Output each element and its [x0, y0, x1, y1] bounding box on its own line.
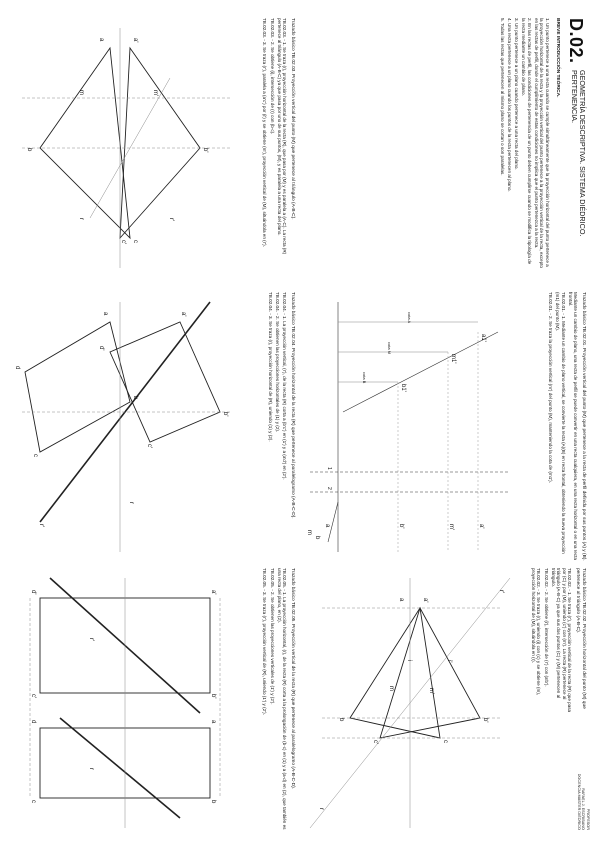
label-i: i: [406, 660, 412, 662]
label-2: 2: [326, 487, 332, 490]
label-1: 1: [326, 467, 332, 470]
label-c-prime: c': [30, 694, 36, 699]
exercise-4-caption: Trazado básico TB.02.04. Proyección horizontal de la recta (R) que pertenece al paralelogramo (A-B-C-D).: [290, 292, 295, 519]
label-d-prime: d': [98, 346, 104, 351]
label-cota-a: cota A: [407, 312, 412, 324]
label-a: a: [98, 38, 104, 42]
exercise-4-drawing: [10, 292, 240, 562]
exercise-1-caption: Trazado básico TB.02.01. Proyección vertical del punto (M) que pertenece a la recta de perfil definida por sus puntos (A) y (B).: [581, 292, 586, 561]
label-r: r: [318, 808, 324, 810]
label-r-prime: r': [88, 638, 94, 642]
exercise-2-step: TB.02.02. - 2. Se obtiene (i'), intersección de (r') con (a'b').: [543, 568, 549, 687]
label-r-prime: r': [168, 218, 174, 222]
exercise-3-step: TB.02.03. - 2. Se obtiene (i), intersección de (r) con (b-c).: [269, 18, 275, 135]
label-b: b: [210, 800, 216, 804]
theory-item: 4. Una recta pertenece a un plano cuando los puntos de la recta pertenecen al plano.: [506, 18, 512, 192]
exercise-1-step: TB.02.01. - 1. Mediante un cambio de plano vertical, se convierte la recta (A)(B) en recta frontal, obteniendo la nueva proyección (m1) del punto (M).: [554, 292, 566, 554]
exercise-4-step: TB.02.04. - 2. Se obtienen las proyecciones horizontales de (1) y (2).: [275, 292, 281, 433]
exercise-4-step: TB.02.04. - 1. La proyección vertical, (r'), de la recta (R) corta a (b'c') en (1') y a (a'd') en (2').: [282, 292, 288, 480]
label-c: c: [132, 240, 138, 243]
professor-label: PROFESOR: [586, 808, 590, 830]
label-r-prime: r': [498, 590, 504, 594]
small-line: [328, 502, 338, 542]
exercise-1-drawing: [298, 292, 538, 562]
exercise-5-text: [260, 568, 295, 833]
label-c-prime: c': [372, 740, 378, 745]
exercise-1-text: [546, 292, 586, 562]
triangle-horizontal: [350, 608, 440, 738]
professor-docencia: DOCENCIA MÁSTER DIÉDRICO: [576, 773, 581, 830]
exercise-2-drawing: [300, 568, 520, 838]
theory-item: 5. Todas las rectas que pertenecen al mismo plano se cortan o son paralelas.: [499, 18, 505, 176]
label-r: r: [78, 218, 84, 220]
label-a-prime: a': [210, 590, 216, 595]
label-c: c: [442, 740, 448, 743]
label-a: a: [210, 720, 216, 724]
label-a1: a1': [480, 334, 486, 342]
label-b-prime: b': [210, 694, 216, 699]
label-a-prime: a': [478, 524, 484, 529]
label-cota-b: cota B: [362, 372, 367, 384]
exercise-5-step: TB.02.05. - 1. La proyección horizontal, (r), de la recta (R) corta a la prolongación de (b-c) en (1) y a (a-d) en (2), que también es una recta del plano, en (2).: [276, 568, 288, 830]
label-m-prime: m': [428, 688, 434, 695]
label-m: m: [78, 90, 84, 95]
parallelogram-vertical: [110, 322, 220, 442]
line-r: [60, 718, 180, 818]
label-a: a: [102, 312, 108, 316]
exercise-1-step: TB.02.01. - 2. Se traza la proyección vertical (m') del punto (M), manteniendo la cota de (m1').: [547, 292, 553, 483]
exercise-3-caption: Trazado básico TB.02.03. Proyección vertical del punto (M) que pertenece al triángulo (A-B-C).: [290, 18, 295, 220]
triangle-vertical: [120, 48, 200, 238]
label-m: m: [388, 686, 394, 691]
label-c: c: [32, 454, 38, 457]
exercise-4-text: [266, 292, 295, 562]
exercise-5-step: TB.02.05. - 2. Se obtienen las proyecciones verticales de (1') y (2').: [269, 568, 275, 705]
exercise-2-step: TB.02.02. - 1. Se traza (r'), proyección vertical de la recta (R) que pasa por (C) y por (M), uniendo (c') con (m'). La recta (R) pertenece al triángulo (A-B-C) ya que sus dos puntos (C) y (M) pertenecen al triángulo.: [550, 568, 573, 713]
label-b-prime: b': [398, 524, 404, 529]
label-b: b: [314, 536, 320, 540]
label-m-prime: m': [448, 524, 454, 531]
label-c: c: [30, 800, 36, 803]
label-b-prime: b': [202, 148, 208, 153]
exercise-5-caption: Trazado básico TB.02.05. Proyección vertical de la recta (R) que pertenece al paralelogramo (A-B-C-D).: [290, 568, 295, 790]
label-a-prime: a': [180, 312, 186, 317]
exercise-3-step: TB.02.03. - 3. Se traza (r'), paralela a (a'c') por (i') y se obtiene (m'), proyección vertical de (M), situándola en (r').: [262, 18, 268, 247]
sheet-title: GEOMETRÍA DESCRIPTIVA. SISTEMA DIÉDRICO.: [578, 70, 587, 237]
parallelogram-horizontal: [25, 322, 130, 452]
label-c-prime: c': [146, 444, 152, 449]
label-i-prime: i': [446, 660, 452, 663]
theory-heading: BREVE INTRODUCCIÓN TEÓRICA.: [555, 18, 560, 98]
exercise-4-step: TB.02.04. - 3. Se traza (r), proyección horizontal de (R), uniendo (1) y (2).: [268, 292, 274, 442]
label-d: d: [14, 366, 20, 370]
exercise-2-caption: Trazado básico TB.02.02. Proyección horizontal del punto (M) que pertenece al triángulo (A-B-C).: [575, 568, 586, 709]
exercise-3-text: [260, 18, 295, 268]
theory-item: 1. Un punto pertenece a una recta cuando se cumple simultáneamente que la proyección horizontal del punto pertenece a la proyección horizontal de la recta y la proyección vertical del punto pertenece a la proyección vertical de la recta, excepto en las rectas de perfil, donde el cumplimiento de estas condiciones no implica que el punto pertenezca a la recta.: [533, 18, 550, 268]
theory-list: [498, 18, 550, 268]
exercise-2-text: [529, 568, 586, 718]
label-r-prime: r': [38, 524, 44, 528]
exercise-2-step: TB.02.02. - 3. Se traza (r), uniendo (i) con (c) y se obtiene (m), proyección horizontal de (M), situándola en (r).: [530, 568, 542, 696]
professor-block: [576, 720, 590, 830]
label-d-prime: d': [30, 590, 36, 595]
label-d: d: [30, 720, 36, 724]
triangle-horizontal: [40, 48, 130, 238]
label-c-prime: c': [120, 240, 126, 245]
label-r: r: [88, 768, 94, 770]
label-a-prime: a': [422, 598, 428, 603]
sheet-code: D.02.: [566, 18, 586, 64]
label-r: r: [128, 502, 134, 504]
label-m: m: [306, 530, 312, 535]
label-m1: m1': [450, 354, 456, 364]
professor-name: RAFAEL J. ESCRIBANO: [581, 788, 586, 830]
label-b: b: [338, 718, 344, 722]
label-b: b: [132, 396, 138, 400]
label-b: b: [26, 148, 32, 152]
exercise-5-step: TB.02.05. - 3. Se traza (r'), proyección vertical de (R), uniendo (1') y (2').: [262, 568, 268, 715]
theory-item: 3. Un punto pertenece a un plano cuando pertenece a una recta del plano.: [514, 18, 520, 170]
sheet-title-2: PERTENENCIA.: [570, 70, 579, 123]
label-a-prime: a': [132, 38, 138, 43]
label-b1: b1': [400, 384, 406, 392]
exercise-3-step: TB.02.03. - 1. Se traza (r), proyección horizontal de la recta (R), que pasa por (M) y es paralela a (A-C). La recta (R) pertenece al triángulo (A-B-C) ya que pasa por uno de sus puntos, (M), y es paralela a una recta del plano.: [276, 18, 288, 255]
label-cota-m: cota M: [387, 342, 392, 355]
label-a: a: [324, 524, 330, 528]
exercise-3-drawing: [10, 18, 240, 278]
label-m-prime: m': [152, 90, 158, 97]
exercise-5-drawing: [10, 568, 240, 838]
exercise-1-step: Mediante un cambio de plano, una recta de perfil se puede convertir en una recta cualquiera, en una recta horizontal o en una recta frontal.: [567, 292, 579, 560]
theory-item: 2. En las rectas de perfil, las condiciones de pertenencia de un punto deben cumplirse cuando se modifica la tipología de la recta mediante un cambio de plano.: [521, 18, 532, 265]
label-a: a: [398, 598, 404, 602]
label-b-prime: b': [482, 718, 488, 723]
label-b-prime: b': [222, 412, 228, 417]
